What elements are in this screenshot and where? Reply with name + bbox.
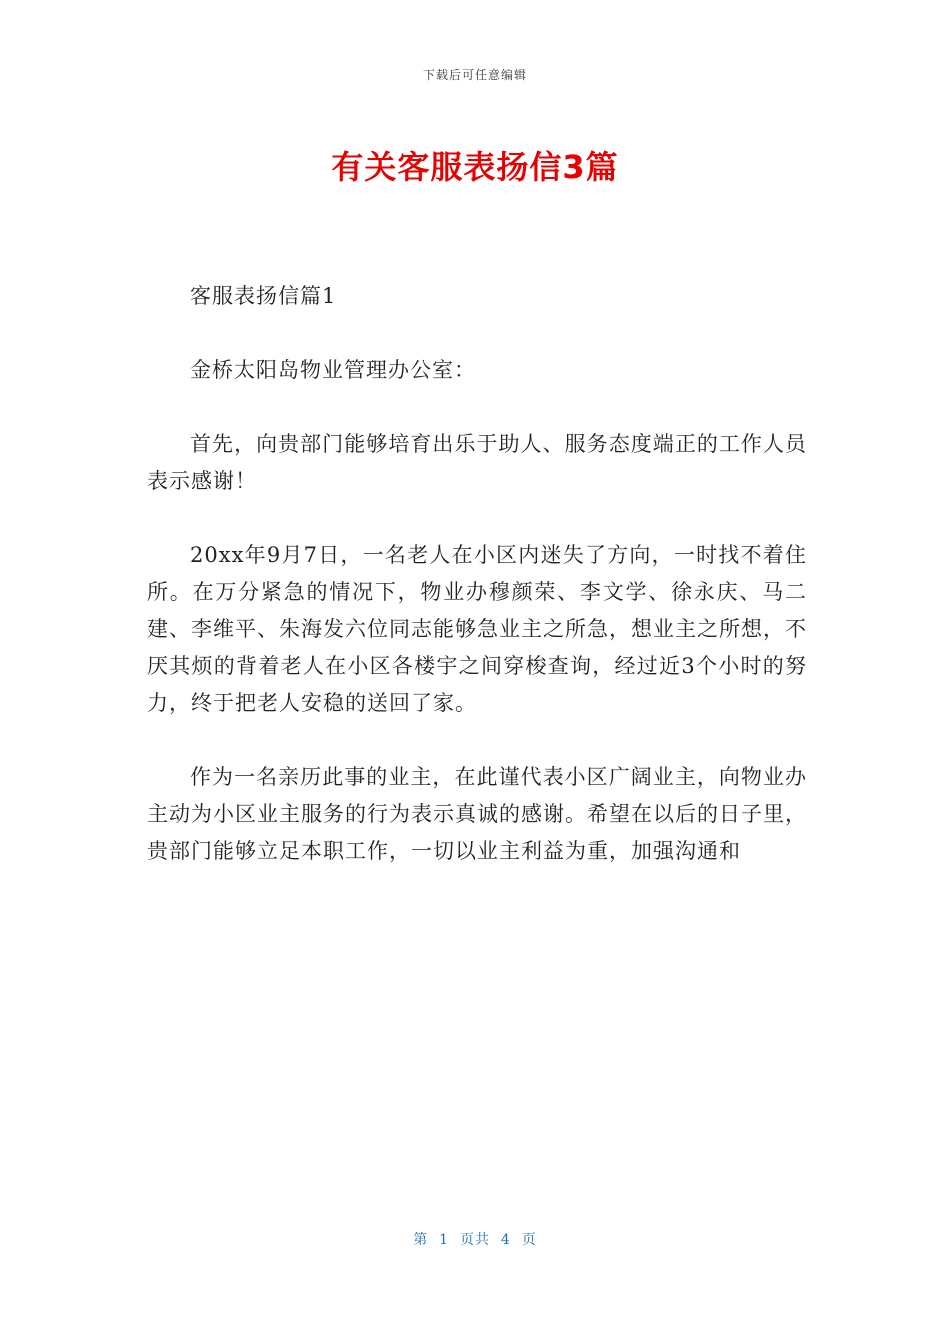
salutation: 金桥太阳岛物业管理办公室： [190, 358, 476, 382]
header-note: 下载后可任意编辑 [422, 68, 527, 82]
document-body [147, 278, 807, 907]
body-paragraph: 20xx年9月7日，一名老人在小区内迷失了方向，一时找不着住所。在万分紧急的情况下，物业办穆颜荣、李文学、徐永庆、马二建、李维平、朱海发六位同志能够急业主之所急，想业主之所想，不厌其烦的背着老人在小区各楼宇之间穿梭查询，经过近3个小时的努力，终于把老人安稳的送回了家。 [147, 543, 807, 715]
section-heading: 客服表扬信篇1 [190, 284, 337, 308]
document-title: 有关客服表扬信3篇 [331, 148, 619, 186]
body-paragraph: 作为一名亲历此事的业主，在此谨代表小区广阔业主，向物业办主动为小区业主服务的行为表示真诚的感谢。希望在以后的日子里，贵部门能够立足本职工作，一切以业主利益为重，加强沟通和 [147, 765, 807, 863]
body-paragraph: 首先，向贵部门能够培育出乐于助人、服务态度端正的工作人员表示感谢！ [147, 432, 807, 493]
page-indicator: 第 1 页共 4 页 [413, 1232, 537, 1248]
